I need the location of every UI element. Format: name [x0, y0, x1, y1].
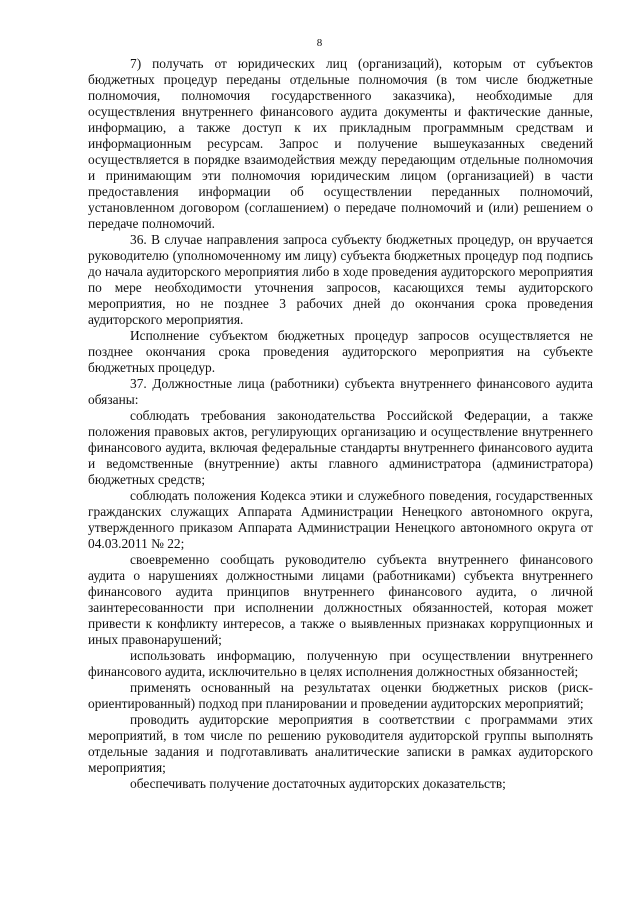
duty-obtain-evidence: обеспечивать получение достаточных аудиторских доказательств;	[130, 776, 506, 791]
paragraph-37: 37. Должностные лица (работники) субъекта внутреннего финансового аудита обязаны:	[88, 376, 593, 407]
duty-risk-based-approach: применять основанный на результатах оценки бюджетных рисков (риск-ориентированный) подход при планировании и проведении аудиторских мероприятий;	[88, 680, 593, 711]
duty-comply-ethics-code: соблюдать положения Кодекса этики и служебного поведения, государственных гражданских служащих Аппарата Администрации Ненецкого автономного округа, утвержденного приказом Аппарата Администрации Ненецкого автономного округа от 04.03.2011 № 22;	[88, 488, 593, 551]
duty-use-information: использовать информацию, полученную при осуществлении внутреннего финансового аудита, исключительно в целях исполнения должностных обязанностей;	[88, 648, 593, 679]
paragraph-item-7: 7) получать от юридических лиц (организаций), которым от субъектов бюджетных процедур переданы отдельные полномочия (в том числе бюджетные полномочия, полномочия государственного заказчика), необходимые для осуществления внутреннего финансового аудита документы и фактические данные, информацию, а также доступ к их прикладным программным средствам и информационным ресурсам. Запрос и получение вышеуказанных сведений осуществляется в порядке взаимодействия между передающим отдельные полномочия и принимающим эти полномочия юридическим лицом (организацией) в части предоставления информации об осуществлении переданных полномочий, установленном договором (соглашением) о передаче полномочий и (или) решением о передаче полномочий.	[88, 56, 593, 231]
page-number: 8	[316, 37, 323, 49]
duty-comply-legislation: соблюдать требования законодательства Российской Федерации, а также положения правовых актов, регулирующих организацию и осуществление внутреннего финансового аудита, включая федеральные стандарты внутреннего финансового аудита и ведомственные (внутренние) акты главного администратора (администратора) бюджетных средств;	[88, 408, 593, 487]
paragraph-36: 36. В случае направления запроса субъекту бюджетных процедур, он вручается руководителю (уполномоченному им лицу) субъекта бюджетных процедур под подпись до начала аудиторского мероприятия либо в ходе проведения аудиторского мероприятия по мере необходимости уточнения запросов, касающихся темы аудиторского мероприятия, но не позднее 3 рабочих дней до окончания срока проведения аудиторского мероприятия.	[88, 232, 593, 327]
paragraph-36-execution: Исполнение субъектом бюджетных процедур запросов осуществляется не позднее окончания срока проведения аудиторского мероприятия на субъекте бюджетных процедур.	[88, 328, 593, 375]
duty-conduct-audits: проводить аудиторские мероприятия в соответствии с программами этих мероприятий, в том числе по решению руководителя аудиторской группы выполнять отдельные задания и подготавливать аналитические записки в рамках аудиторского мероприятия;	[88, 712, 593, 775]
duty-report-violations: своевременно сообщать руководителю субъекта внутреннего финансового аудита о нарушениях должностными лицами (работниками) субъекта внутреннего финансового аудита принципов внутреннего финансового аудита, о личной заинтересованности при исполнении должностных обязанностей, которая может привести к конфликту интересов, а также о выявленных признаках коррупционных и иных правонарушений;	[88, 552, 593, 647]
document-body	[88, 56, 593, 792]
